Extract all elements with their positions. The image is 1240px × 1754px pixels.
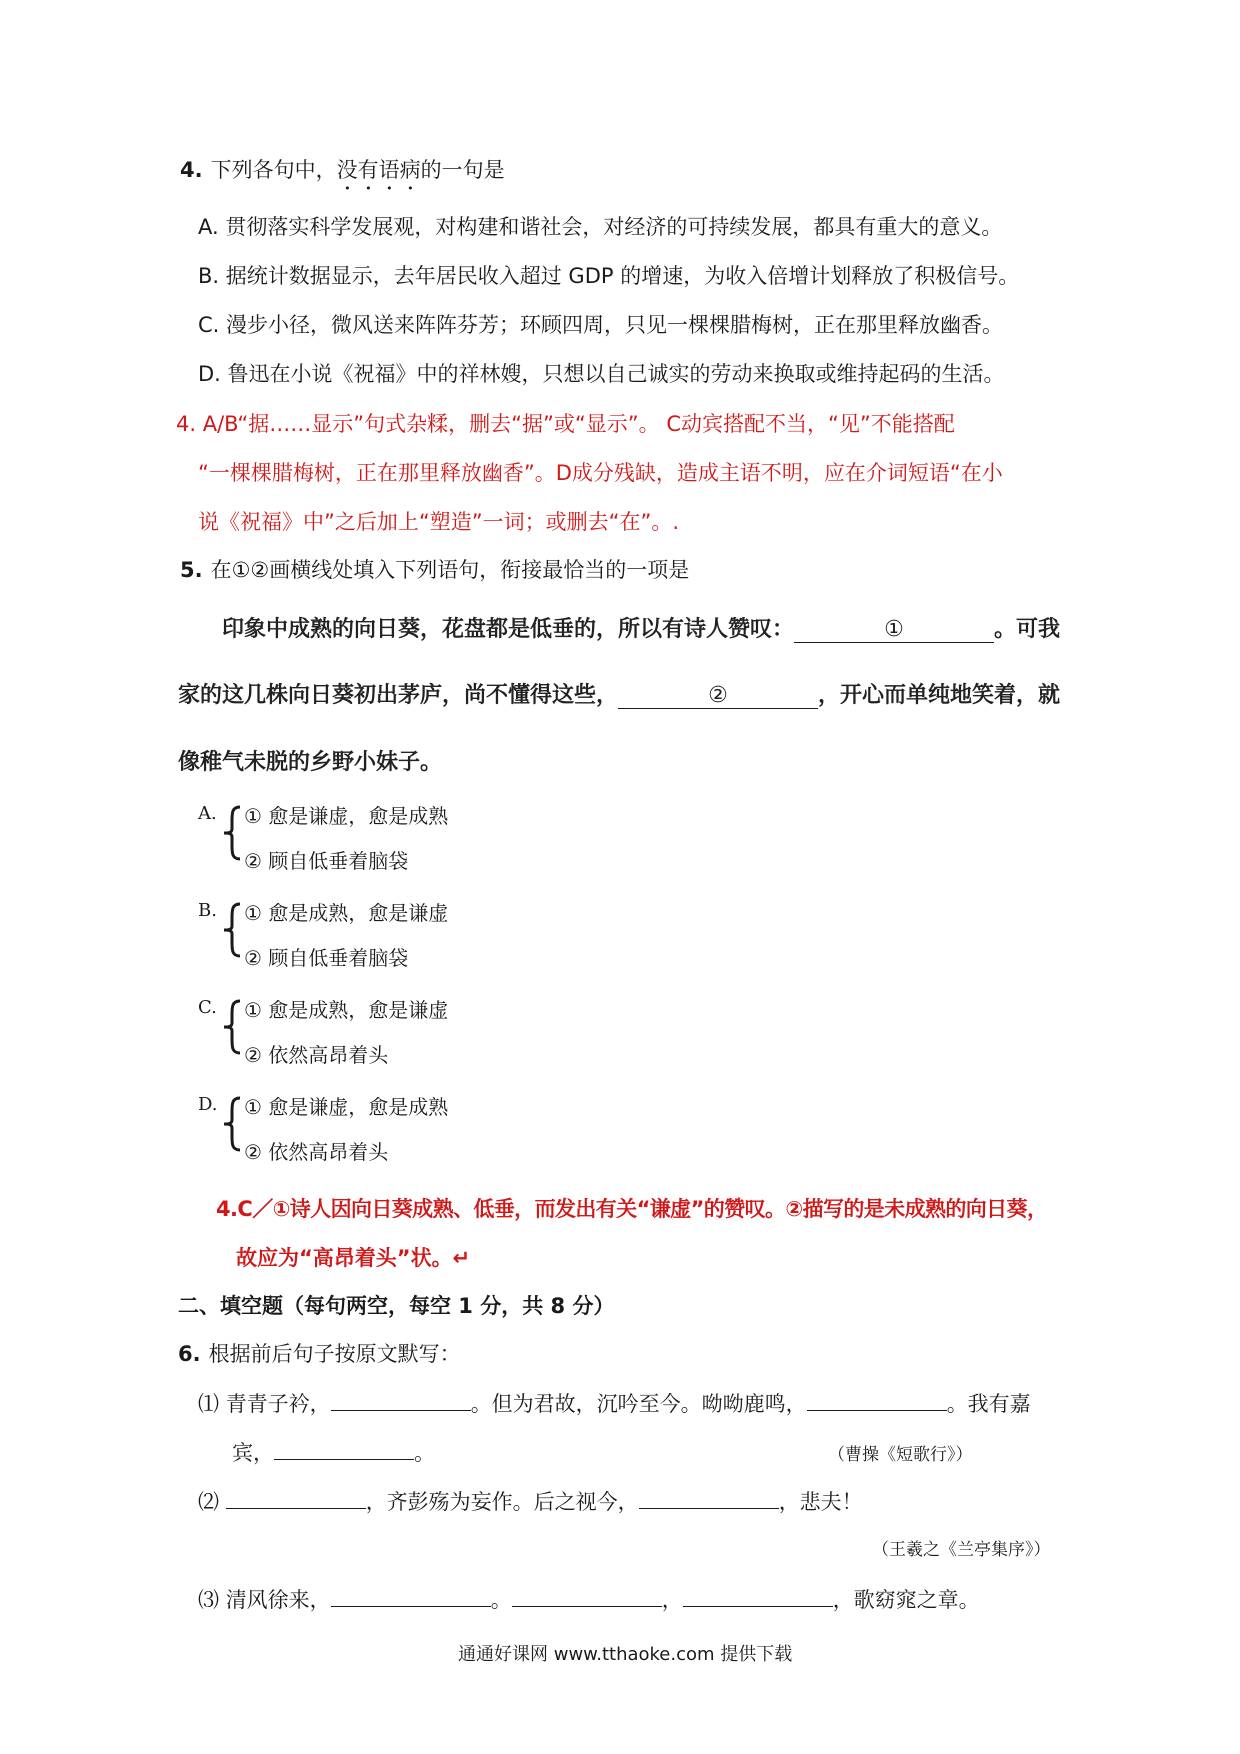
- q4-option-d: D. 鲁迅在小说《祝福》中的祥林嫂，只想以自己诚实的劳动来换取或维持起码的生活。: [198, 362, 1005, 386]
- q4-stem: 4. 下列各句中，没有语病的一句是: [180, 158, 505, 182]
- q5-option-d-line-2: ② 依然高昂着头: [244, 1140, 389, 1164]
- q5-option-c-line-1: ① 愈是成熟，愈是谦虚: [244, 998, 449, 1022]
- q6-item-2-mark: ⑵: [198, 1490, 219, 1514]
- q5-option-d-letter: D.: [198, 1094, 218, 1115]
- page-footer: 通通好课网 www.tthaoke.com 提供下载: [458, 1644, 793, 1665]
- q5-option-a-line-1: ① 愈是谦虚，愈是成熟: [244, 804, 449, 828]
- fill-blank[interactable]: [331, 1388, 471, 1411]
- q5-option-b-letter: B.: [198, 900, 217, 921]
- q4-option-a: A. 贯彻落实科学发展观，对构建和谐社会，对经济的可持续发展，都具有重大的意义。: [198, 215, 1003, 239]
- q5-option-a-letter: A.: [198, 803, 217, 824]
- q5-passage-line-1: 印象中成熟的向日葵，花盘都是低垂的，所以有诗人赞叹： ① 。可我: [222, 617, 1061, 642]
- q4-emphasis: 没有语病: [336, 158, 421, 182]
- q5-option-c-letter: C.: [198, 997, 217, 1018]
- brace-icon: [220, 997, 242, 1057]
- q6-item-1-source: （曹操《短歌行》）: [828, 1445, 973, 1465]
- blank-1[interactable]: ①: [794, 617, 994, 643]
- brace-icon: [220, 803, 242, 863]
- q4-answer-line-3: 说《祝福》中”之后加上“塑造”一词；或删去“在”。.: [198, 510, 680, 534]
- q6-stem: 6. 根据前后句子按原文默写：: [178, 1342, 461, 1366]
- q6-item-1-line-2: 宾， 。: [232, 1437, 435, 1467]
- q6-item-1-mark: ⑴: [198, 1392, 219, 1416]
- q4-answer-line-2: “一棵棵腊梅树，正在那里释放幽香”。D成分残缺，造成主语不明，应在介词短语“在小: [198, 461, 1003, 485]
- brace-icon: [220, 1094, 242, 1154]
- fill-blank[interactable]: [512, 1584, 662, 1607]
- q5-passage-line-2: 家的这几株向日葵初出茅庐，尚不懂得这些， ② ，开心而单纯地笑着，就: [178, 683, 1061, 708]
- q4-answer-line-1: 4. A/B“据……显示”句式杂糅，删去“据”或“显示”。 C动宾搭配不当，“见”不能搭配: [176, 412, 955, 436]
- brace-icon: [220, 900, 242, 960]
- q5-stem: 5. 在①②画横线处填入下列语句，衔接最恰当的一项是: [180, 558, 690, 582]
- q5-option-a-line-2: ② 顾自低垂着脑袋: [244, 849, 409, 873]
- q6-number: 6.: [178, 1342, 201, 1366]
- q5-option-b-line-1: ① 愈是成熟，愈是谦虚: [244, 901, 449, 925]
- q5-number: 5.: [180, 558, 203, 582]
- q4-option-b: B. 据统计数据显示，去年居民收入超过 GDP 的增速，为收入倍增计划释放了积极信号。: [198, 264, 1020, 288]
- fill-blank[interactable]: [807, 1388, 947, 1411]
- section-2-title: 二、填空题（每句两空，每空 1 分，共 8 分）: [178, 1294, 615, 1318]
- q6-item-3-line: ⑶ 清风徐来， 。 ， ，歌窈窕之章。: [198, 1584, 980, 1614]
- q5-option-c-line-2: ② 依然高昂着头: [244, 1043, 389, 1067]
- blank-2[interactable]: ②: [618, 683, 818, 709]
- fill-blank[interactable]: [274, 1437, 414, 1460]
- q6-item-3-mark: ⑶: [198, 1588, 219, 1612]
- q5-option-d-line-1: ① 愈是谦虚，愈是成熟: [244, 1095, 449, 1119]
- q4-number: 4.: [180, 158, 203, 182]
- fill-blank[interactable]: [639, 1486, 779, 1509]
- q5-option-b-line-2: ② 顾自低垂着脑袋: [244, 946, 409, 970]
- q6-item-1-line-1: ⑴ 青青子衿， 。但为君故，沉吟至今。呦呦鹿鸣， 。我有嘉: [198, 1388, 1031, 1418]
- fill-blank[interactable]: [331, 1584, 491, 1607]
- fill-blank[interactable]: [226, 1486, 366, 1509]
- q4-option-c: C. 漫步小径，微风送来阵阵芬芳；环顾四周，只见一棵棵腊梅树，正在那里释放幽香。: [198, 313, 1004, 337]
- q5-answer-line-1: 4.C／①诗人因向日葵成熟、低垂，而发出有关“谦虚”的赞叹。②描写的是未成熟的向日葵，: [216, 1197, 1048, 1221]
- q5-passage-line-3: 像稚气未脱的乡野小妹子。: [178, 750, 443, 775]
- q6-item-2-source: （王羲之《兰亭集序》）: [872, 1540, 1051, 1560]
- q5-answer-line-2: 故应为“高昂着头”状。↵: [236, 1246, 471, 1270]
- fill-blank[interactable]: [683, 1584, 833, 1607]
- q6-item-2-line: ⑵ ，齐彭殇为妄作。后之视今， ，悲夫！: [198, 1486, 863, 1516]
